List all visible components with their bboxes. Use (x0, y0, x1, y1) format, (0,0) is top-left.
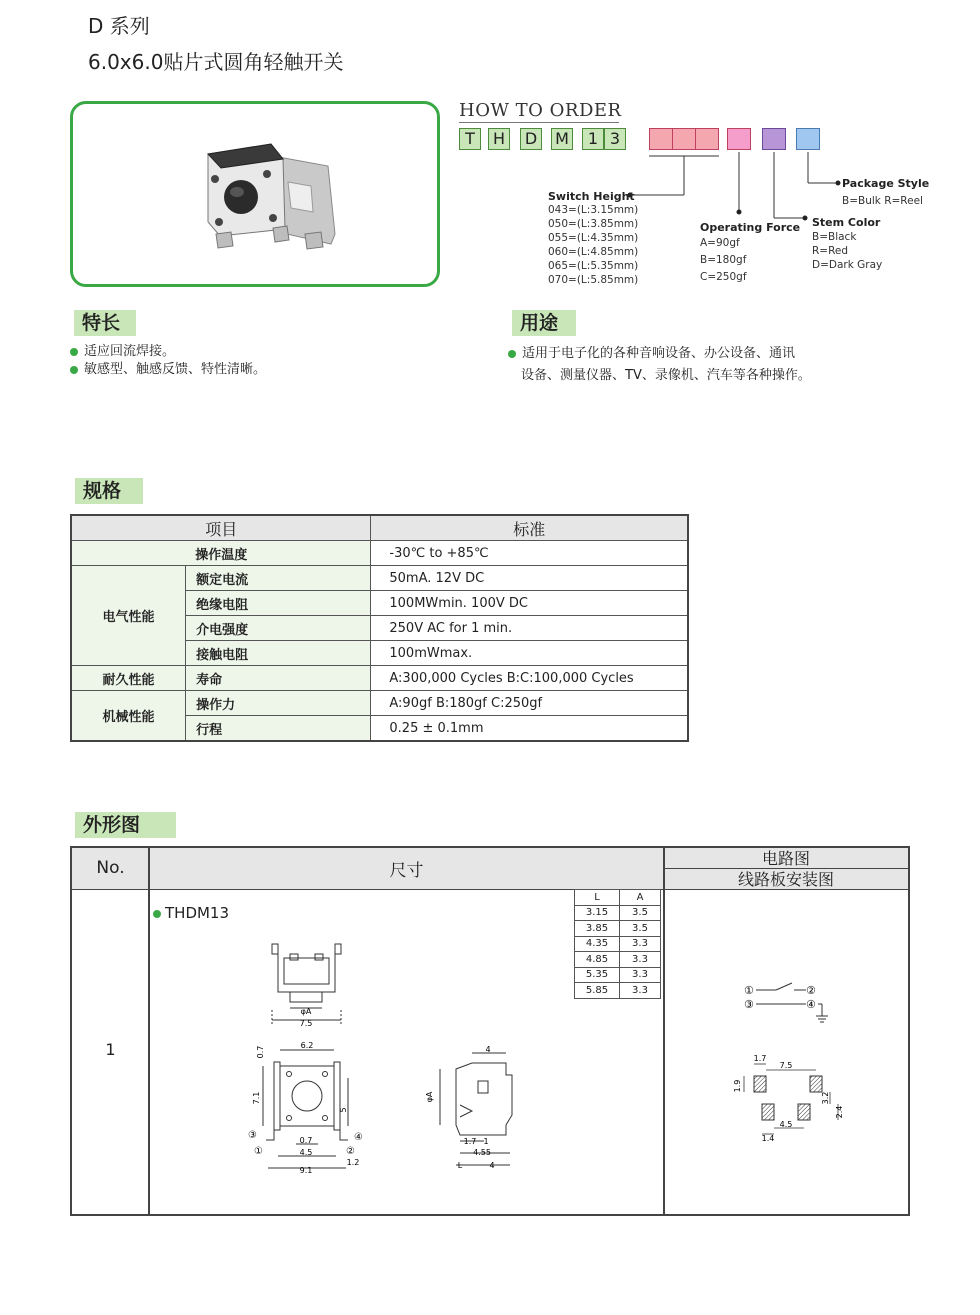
spec-name: 介电强度 (186, 616, 371, 641)
la-cell: 3.85 (575, 921, 620, 937)
dim-label: 4.55 (473, 1148, 491, 1157)
column-divider (148, 848, 150, 1214)
la-cell: 3.3 (620, 952, 661, 968)
bullet-icon (70, 366, 78, 374)
code-letter-3: D (520, 128, 542, 150)
switch-height-option: 043=(L:3.15mm) (548, 204, 639, 216)
circuit-diagram (740, 980, 835, 1030)
switch-height-option: 065=(L:5.35mm) (548, 260, 639, 272)
application-line-2: 设备、测量仪器、TV、录像机、汽车等各种操作。 (521, 368, 811, 383)
model-text: THDM13 (165, 904, 230, 922)
pin-label: ① (254, 1146, 263, 1157)
stem-color-title: Stem Color (812, 216, 881, 229)
spec-value: A:90gf B:180gf C:250gf (371, 691, 688, 716)
spec-name: 额定电流 (186, 566, 371, 591)
col-size: 尺寸 (389, 861, 424, 881)
spec-name: 行程 (186, 716, 371, 742)
la-cell: 3.15 (575, 905, 620, 921)
code-letter-4: M (551, 128, 573, 150)
spec-col-standard: 标准 (371, 515, 688, 541)
stem-color-option: B=Black (812, 231, 857, 243)
dim-label: 7.1 (252, 1091, 261, 1105)
stem-color-option: D=Dark Gray (812, 259, 883, 271)
switch-height-option: 060=(L:4.85mm) (548, 246, 639, 258)
dim-label: 9.1 (299, 1166, 313, 1175)
bullet-icon (153, 910, 161, 918)
spec-value: A:300,000 Cycles B:C:100,000 Cycles (371, 666, 688, 691)
pcb-layout-drawing (730, 1052, 850, 1147)
how-to-order-title: HOW TO ORDER (459, 100, 622, 121)
top-view-drawing (262, 930, 357, 1030)
pin-label: ① (744, 984, 754, 997)
model-label (153, 904, 229, 922)
how-to-order-underline (459, 122, 619, 123)
stem-color-code-box (762, 128, 786, 150)
dim-label: 1.4 (761, 1134, 775, 1143)
la-cell: 3.3 (620, 983, 661, 999)
la-cell: 3.5 (620, 921, 661, 937)
code-letter-2: H (488, 128, 510, 150)
specs-heading: 规格 (75, 478, 143, 504)
dim-label: 1.7 (463, 1137, 477, 1146)
feature-text: 适应回流焊接。 (84, 344, 176, 359)
operating-force-option: A=90gf (700, 237, 740, 249)
application-text: 适用于电子化的各种音响设备、办公设备、通讯 (522, 346, 796, 361)
row-no: 1 (105, 1040, 116, 1059)
dim-label: L (457, 1161, 463, 1170)
pin-label: ② (806, 984, 816, 997)
dim-label: 4 (489, 1161, 495, 1170)
spec-value: 50mA. 12V DC (371, 566, 688, 591)
height-code-boxes (649, 128, 719, 150)
la-header: A (620, 890, 661, 906)
dim-label: 7.5 (299, 1019, 313, 1028)
spec-table (70, 514, 689, 742)
switch-height-option: 070=(L:5.85mm) (548, 274, 639, 286)
applications-heading: 用途 (512, 310, 576, 336)
la-cell: 5.35 (575, 967, 620, 983)
switch-height-option: 050=(L:3.85mm) (548, 218, 639, 230)
outline-heading: 外形图 (75, 812, 176, 838)
electrical-label: 电气性能 (71, 566, 186, 666)
dim-label: 1.9 (733, 1079, 742, 1093)
code-letter-6: 3 (604, 128, 626, 150)
operating-force-option: B=180gf (700, 254, 747, 266)
operating-force-title: Operating Force (700, 221, 801, 234)
la-table (574, 889, 661, 999)
dim-label: 0.7 (299, 1136, 313, 1145)
spec-name: 操作力 (186, 691, 371, 716)
switch-height-title: Switch Height (548, 190, 635, 203)
dim-label: 3.2 (821, 1091, 830, 1105)
stem-color-option: R=Red (812, 245, 849, 257)
dim-label: 1 (483, 1137, 489, 1146)
mechanical-label: 机械性能 (71, 691, 186, 742)
la-cell: 5.85 (575, 983, 620, 999)
package-style-title: Package Style (842, 177, 930, 190)
series-title: D 系列 (88, 14, 150, 38)
pin-label: ③ (744, 998, 754, 1011)
feature-text: 敏感型、触感反馈、特性清晰。 (84, 362, 267, 377)
durability-label: 耐久性能 (71, 666, 186, 691)
spec-value: 100MWmin. 100V DC (371, 591, 688, 616)
features-heading: 特长 (74, 310, 136, 336)
spec-value: 250V AC for 1 min. (371, 616, 688, 641)
front-view-drawing (238, 1040, 373, 1175)
spec-value: 0.25 ± 0.1mm (371, 716, 688, 742)
dim-label: 5 (339, 1107, 348, 1113)
feature-item (70, 340, 175, 359)
col-no: No. (96, 858, 125, 878)
la-cell: 4.35 (575, 936, 620, 952)
pin-label: ④ (806, 998, 816, 1011)
package-code-box (796, 128, 820, 150)
dim-label: 4 (485, 1045, 491, 1054)
dim-label: 6.2 (300, 1041, 314, 1050)
spec-value: 100mWmax. (371, 641, 688, 666)
la-cell: 3.3 (620, 967, 661, 983)
op-temp-value: -30℃ to +85℃ (371, 541, 688, 566)
dim-label: 4.5 (299, 1148, 313, 1157)
bullet-icon (508, 350, 516, 358)
dim-label: 4.5 (779, 1120, 793, 1129)
switch-photo-illustration (73, 104, 437, 284)
la-cell: 4.85 (575, 952, 620, 968)
spec-name: 接触电阻 (186, 641, 371, 666)
bullet-icon (70, 348, 78, 356)
op-temp-label: 操作温度 (71, 541, 371, 566)
pin-label: ④ (354, 1132, 363, 1143)
package-style-option: B=Bulk R=Reel (842, 195, 923, 207)
dim-label: 0.7 (256, 1045, 265, 1059)
spec-name: 绝缘电阻 (186, 591, 371, 616)
col-circuit: 电路图 (664, 848, 908, 869)
la-cell: 3.3 (620, 936, 661, 952)
code-letter-5: 1 (582, 128, 604, 150)
col-pcb: 线路板安装图 (737, 870, 834, 889)
dim-label: φA (425, 1091, 434, 1103)
operating-force-option: C=250gf (700, 271, 747, 283)
la-header: L (575, 890, 620, 906)
switch-height-option: 055=(L:4.35mm) (548, 232, 639, 244)
spec-col-item: 项目 (71, 515, 371, 541)
product-subtitle: 6.0x6.0贴片式圆角轻触开关 (88, 50, 344, 74)
column-divider (663, 848, 665, 1214)
dim-label: 7.5 (779, 1061, 793, 1070)
feature-item (70, 358, 266, 377)
pin-label: ② (346, 1146, 355, 1157)
pin-label: ③ (248, 1130, 257, 1141)
product-photo-frame (70, 101, 440, 287)
code-letter-1: T (459, 128, 481, 150)
dim-label: 1.2 (346, 1158, 360, 1167)
dim-label: 1.7 (753, 1054, 767, 1063)
dim-label: φA (300, 1007, 312, 1016)
application-line (508, 342, 795, 361)
la-cell: 3.5 (620, 905, 661, 921)
dim-label: 2.4 (835, 1105, 844, 1119)
side-view-drawing (420, 1045, 530, 1170)
spec-name: 寿命 (186, 666, 371, 691)
force-code-box (727, 128, 751, 150)
